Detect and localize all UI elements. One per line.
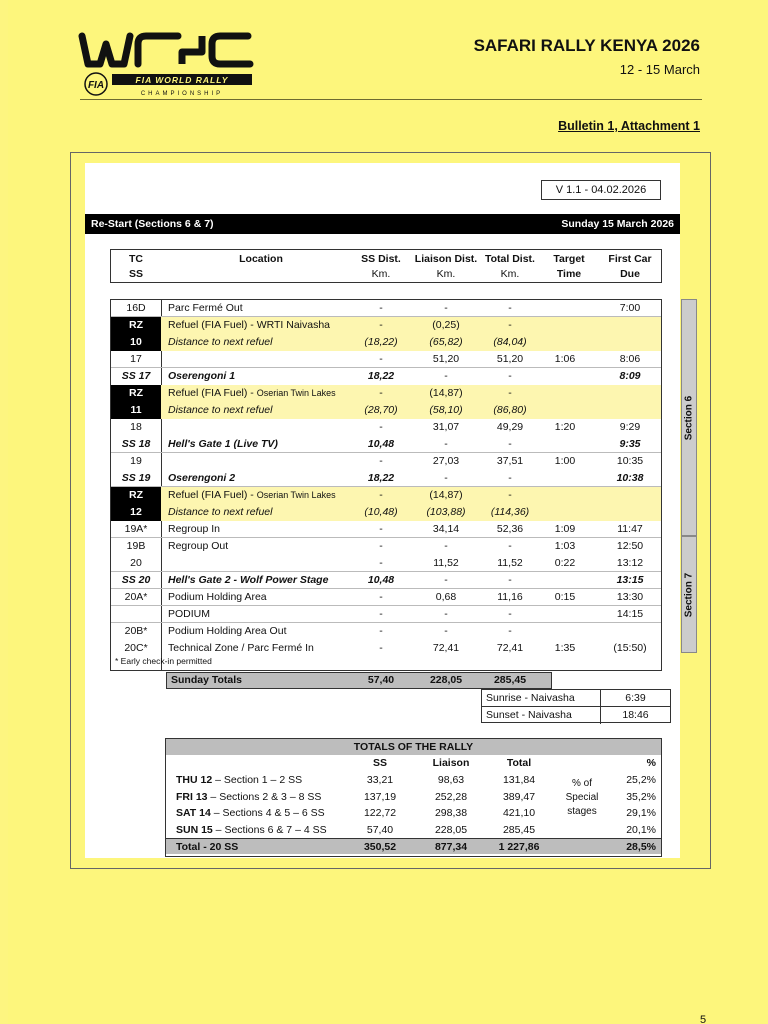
col-ss-dist: SS Dist. (361, 253, 401, 265)
rt-ss: 137,19 (363, 790, 397, 803)
cell-ss-dist: - (379, 591, 383, 603)
cell-location: Parc Fermé Out (168, 302, 243, 314)
schedule-row (111, 453, 661, 470)
cell-tc: SS 18 (121, 438, 151, 450)
rally-total-row (166, 838, 661, 854)
cell-location (168, 487, 336, 504)
logo-sub1: FIA WORLD RALLY (135, 75, 229, 85)
col-due: Due (620, 268, 640, 280)
cell-ss-dist: - (379, 353, 383, 365)
cell-target: 1:09 (554, 523, 576, 535)
cell-total: - (508, 319, 512, 331)
cell-tc: RZ (111, 487, 161, 504)
cell-total: - (508, 540, 512, 552)
col-ss-label: SS (128, 268, 143, 280)
cell-tc: 19 (130, 455, 142, 467)
cell-liaison: 51,20 (432, 353, 460, 365)
cell-target: 1:06 (554, 353, 576, 365)
cell-ss-dist: 18,22 (367, 472, 395, 484)
cell-total: - (508, 438, 512, 450)
cell-target: 0:15 (554, 591, 576, 603)
schedule-row (111, 402, 661, 419)
cell-liaison: (58,10) (429, 404, 463, 416)
cell-ss-dist: - (379, 523, 383, 535)
version-box: V 1.1 - 04.02.2026 (541, 180, 661, 200)
cell-liaison: 11,52 (433, 557, 459, 569)
section-7-tab (681, 536, 697, 653)
cell-total: 52,36 (496, 523, 524, 535)
cell-liaison: (103,88) (426, 506, 466, 518)
footnote: * Early check-in permitted (115, 656, 212, 666)
header-divider (80, 99, 702, 100)
schedule-row (111, 317, 661, 334)
cell-location: Distance to next refuel (168, 506, 273, 518)
cell-location: Podium Holding Area Out (168, 625, 287, 637)
cell-first-car: 12:50 (616, 540, 644, 552)
cell-ss-dist: (10,48) (364, 506, 398, 518)
cell-location: Refuel (FIA Fuel) - WRTI Naivasha (168, 319, 331, 331)
rt-label (176, 822, 327, 838)
rt-ss: 350,52 (363, 841, 397, 854)
cell-location: Regroup In (168, 523, 220, 535)
itinerary-sheet (85, 163, 695, 858)
sunset-time: 18:46 (600, 707, 670, 724)
rt-ss: 33,21 (366, 774, 394, 786)
cell-target: 1:35 (554, 642, 576, 654)
cell-tc: 20B* (124, 625, 148, 637)
cell-total: 49,29 (496, 421, 524, 433)
cell-first-car: (15:50) (613, 642, 647, 654)
schedule-row (111, 589, 661, 606)
cell-ss-dist: - (379, 455, 383, 467)
cell-location: Distance to next refuel (168, 336, 273, 348)
col-target: Target (553, 253, 585, 265)
rt-label (176, 772, 302, 788)
rt-pct: 29,1% (626, 807, 656, 820)
cell-tc: 20A* (124, 591, 148, 603)
cell-liaison: - (444, 574, 448, 586)
schedule-row (111, 351, 661, 368)
cell-tc: 17 (130, 353, 142, 365)
cell-tc: 19A* (124, 523, 148, 535)
col-time: Time (556, 268, 582, 280)
cell-total: 72,41 (496, 642, 524, 654)
cell-ss-dist: 10,48 (367, 438, 395, 450)
cell-location: Technical Zone / Parc Fermé In (168, 642, 314, 654)
schedule-row (111, 385, 661, 402)
rt-label (176, 805, 325, 821)
rt-label: Total - 20 SS (176, 841, 239, 854)
cell-liaison: - (444, 625, 448, 637)
sunrise-time: 6:39 (600, 690, 670, 707)
cell-target: 0:22 (554, 557, 576, 569)
cell-total: - (508, 489, 512, 501)
cell-total: (86,80) (493, 404, 527, 416)
col-first-car: First Car (608, 253, 652, 265)
rt-pct: 35,2% (626, 790, 656, 803)
cell-liaison: - (444, 302, 448, 314)
rt-desc: – Sections 4 & 5 – 6 SS (210, 807, 325, 820)
cell-target: 1:20 (554, 421, 576, 433)
cell-location: Oserengoni 1 (168, 370, 236, 382)
cell-location: PODIUM (168, 608, 210, 620)
rt-liaison: 298,38 (434, 807, 468, 820)
col-ss-km: Km. (371, 268, 391, 280)
col-location: Location (239, 253, 283, 265)
cell-ss-dist: - (379, 387, 383, 399)
rt-h-pct: % (646, 757, 656, 769)
cell-location (168, 385, 336, 402)
schedule-table (110, 299, 662, 671)
cell-liaison: 72,41 (432, 642, 460, 654)
schedule-row (111, 487, 661, 504)
cell-total: (84,04) (493, 336, 527, 348)
cell-location: Distance to next refuel (168, 404, 273, 416)
schedule-row (111, 555, 661, 572)
cell-location: Hell's Gate 1 (Live TV) (168, 438, 278, 450)
col-liaison: Liaison Dist. (414, 253, 478, 265)
cell-ss-dist: 10,48 (367, 574, 395, 586)
cell-first-car: 9:35 (619, 438, 641, 450)
cell-liaison: (14,87) (429, 387, 463, 399)
cell-liaison: (65,82) (429, 336, 463, 348)
cell-first-car: 13:12 (616, 557, 644, 569)
bulletin-title: Bulletin 1, Attachment 1 (558, 119, 700, 133)
event-dates: 12 - 15 March (619, 62, 700, 77)
schedule-row (111, 538, 661, 555)
schedule-row (111, 606, 661, 623)
column-header (110, 249, 662, 283)
cell-first-car: 10:38 (616, 472, 644, 484)
cell-tc: 18 (130, 421, 142, 433)
page-number: 5 (700, 1014, 707, 1024)
schedule-row (111, 419, 661, 436)
cell-tc: 20C* (124, 642, 148, 654)
rt-desc: – Section 1 – 2 SS (212, 774, 303, 786)
rally-day-row (166, 805, 661, 821)
section-7-label: Section 7 (683, 572, 695, 617)
cell-total: - (508, 370, 512, 382)
section-6-tab (681, 299, 697, 536)
cell-total: - (508, 387, 512, 399)
schedule-row (111, 640, 661, 657)
cell-tc: 19B (126, 540, 146, 552)
rt-liaison: 228,05 (434, 823, 468, 836)
rt-pct: 20,1% (626, 823, 656, 836)
section-bar-right: Sunday 15 March 2026 (561, 218, 674, 230)
rt-liaison: 252,28 (434, 790, 468, 803)
cell-location: Regroup Out (168, 540, 229, 552)
cell-ss-dist: (18,22) (364, 336, 398, 348)
cell-tc: 11 (111, 402, 161, 419)
rt-total: 421,10 (502, 807, 536, 820)
schedule-row (111, 470, 661, 487)
cell-ss-dist: (28,70) (364, 404, 398, 416)
rt-total: 1 227,86 (498, 841, 540, 854)
cell-ss-dist: - (379, 608, 383, 620)
rt-day: THU 12 (176, 774, 213, 786)
cell-location: Hell's Gate 2 - Wolf Power Stage (168, 574, 329, 586)
col-tc: TC (129, 253, 143, 265)
sunset-label: Sunset - Naivasha (486, 709, 572, 721)
rally-totals-table (165, 738, 662, 857)
cell-ss-dist: - (379, 489, 383, 501)
cell-total: 11,52 (497, 557, 523, 569)
cell-liaison: - (444, 608, 448, 620)
event-title: SAFARI RALLY KENYA 2026 (473, 36, 700, 55)
cell-tc: 10 (111, 334, 161, 351)
col-total-km: Km. (500, 268, 520, 280)
cell-ss-dist: - (379, 319, 383, 331)
rt-pct: 25,2% (626, 774, 656, 786)
sunday-totals-total: 285,45 (493, 674, 527, 686)
cell-location-text: Refuel (FIA Fuel) - (168, 489, 257, 501)
cell-ss-dist: - (379, 421, 383, 433)
schedule-row (111, 436, 661, 453)
cell-location-venue: Oserian Twin Lakes (256, 388, 336, 398)
cell-liaison: 34,14 (432, 523, 460, 535)
pct-label-2: Special (565, 792, 599, 803)
cell-first-car: 13:30 (616, 591, 644, 603)
rally-day-row (166, 822, 661, 838)
cell-ss-dist: - (379, 642, 383, 654)
cell-location-text: Refuel (FIA Fuel) - (168, 387, 257, 399)
cell-total: - (508, 625, 512, 637)
cell-first-car: 8:06 (619, 353, 641, 365)
pct-label-1: % of (571, 778, 592, 789)
rt-total: 131,84 (502, 774, 536, 786)
cell-first-car: 9:29 (619, 421, 641, 433)
schedule-row (111, 504, 661, 521)
rally-day-row (166, 772, 661, 788)
rt-day: FRI 13 (176, 790, 208, 803)
cell-first-car: 14:15 (616, 608, 644, 620)
rt-desc: – Sections 6 & 7 – 4 SS (212, 823, 327, 836)
rt-pct: 28,5% (626, 841, 656, 854)
cell-total: - (508, 574, 512, 586)
rt-total: 285,45 (502, 823, 536, 836)
rally-day-row (166, 789, 661, 805)
cell-target: 1:00 (554, 455, 576, 467)
schedule-row (111, 300, 661, 317)
sunday-totals-label: Sunday Totals (171, 674, 242, 686)
rt-h-ss: SS (372, 757, 387, 769)
cell-location-venue: Oserian Twin Lakes (256, 490, 336, 500)
cell-first-car: 11:47 (617, 523, 643, 535)
rt-h-total: Total (506, 757, 532, 769)
fia-emblem-text: FIA (87, 80, 105, 91)
rt-ss: 122,72 (363, 807, 397, 820)
cell-tc: RZ (111, 385, 161, 402)
cell-total: (114,36) (490, 506, 530, 518)
cell-liaison: 0,68 (435, 591, 457, 603)
pct-label-3: stages (567, 806, 597, 817)
cell-total: - (508, 472, 512, 484)
section-6-label: Section 6 (683, 395, 695, 440)
rt-liaison: 877,34 (434, 841, 468, 854)
sunday-totals-ss: 57,40 (367, 674, 395, 686)
section-bar-left: Re-Start (Sections 6 & 7) (91, 218, 214, 230)
cell-location: Oserengoni 2 (168, 472, 236, 484)
rally-totals-title: TOTALS OF THE RALLY (166, 739, 661, 755)
logo-sub2: CHAMPIONSHIP (140, 91, 224, 97)
cell-liaison: - (444, 370, 448, 382)
rt-day: SAT 14 (176, 807, 211, 820)
cell-total: 11,16 (497, 591, 523, 603)
cell-total: - (508, 608, 512, 620)
schedule-row (111, 334, 661, 351)
sun-times-box (481, 689, 671, 723)
schedule-row (111, 368, 661, 385)
rt-label (176, 789, 321, 805)
cell-liaison: - (444, 438, 448, 450)
cell-liaison: 31,07 (432, 421, 460, 433)
cell-tc: SS 20 (121, 574, 151, 586)
cell-liaison: - (444, 472, 448, 484)
wrc-logo (78, 28, 258, 100)
rt-liaison: 98,63 (437, 774, 465, 786)
cell-total: 51,20 (496, 353, 524, 365)
cell-total: - (508, 302, 512, 314)
rally-totals-header (166, 755, 661, 771)
cell-first-car: 7:00 (619, 302, 641, 314)
cell-ss-dist: - (379, 302, 383, 314)
cell-tc: RZ (111, 317, 161, 334)
cell-tc: 16D (126, 302, 146, 314)
rt-h-liaison: Liaison (432, 757, 470, 769)
col-total: Total Dist. (485, 253, 535, 265)
rt-ss: 57,40 (366, 823, 394, 836)
sunrise-label: Sunrise - Naivasha (486, 692, 575, 704)
rt-total: 389,47 (502, 790, 536, 803)
cell-tc: 20 (130, 557, 142, 569)
cell-first-car: 10:35 (616, 455, 644, 467)
cell-total: 37,51 (496, 455, 524, 467)
sunday-totals (166, 672, 552, 689)
cell-first-car: 8:09 (619, 370, 641, 382)
cell-tc: SS 19 (121, 472, 151, 484)
section-bar (85, 214, 680, 234)
sunday-totals-liaison: 228,05 (429, 674, 463, 686)
cell-tc: 12 (111, 504, 161, 521)
rt-day: SUN 15 (176, 823, 213, 836)
cell-liaison: (14,87) (429, 489, 463, 501)
left-margin (0, 0, 8, 1024)
cell-location: Podium Holding Area (168, 591, 267, 603)
cell-liaison: (0,25) (432, 319, 460, 331)
cell-ss-dist: - (379, 540, 383, 552)
col-liaison-km: Km. (436, 268, 456, 280)
schedule-row (111, 623, 661, 640)
cell-ss-dist: - (379, 625, 383, 637)
cell-liaison: 27,03 (432, 455, 460, 467)
cell-tc: SS 17 (121, 370, 151, 382)
schedule-row (111, 572, 661, 589)
cell-target: 1:03 (554, 540, 576, 552)
cell-ss-dist: 18,22 (367, 370, 395, 382)
rt-desc: – Sections 2 & 3 – 8 SS (207, 790, 322, 803)
cell-first-car: 13:15 (616, 574, 644, 586)
schedule-row (111, 521, 661, 538)
cell-liaison: - (444, 540, 448, 552)
cell-ss-dist: - (379, 557, 383, 569)
